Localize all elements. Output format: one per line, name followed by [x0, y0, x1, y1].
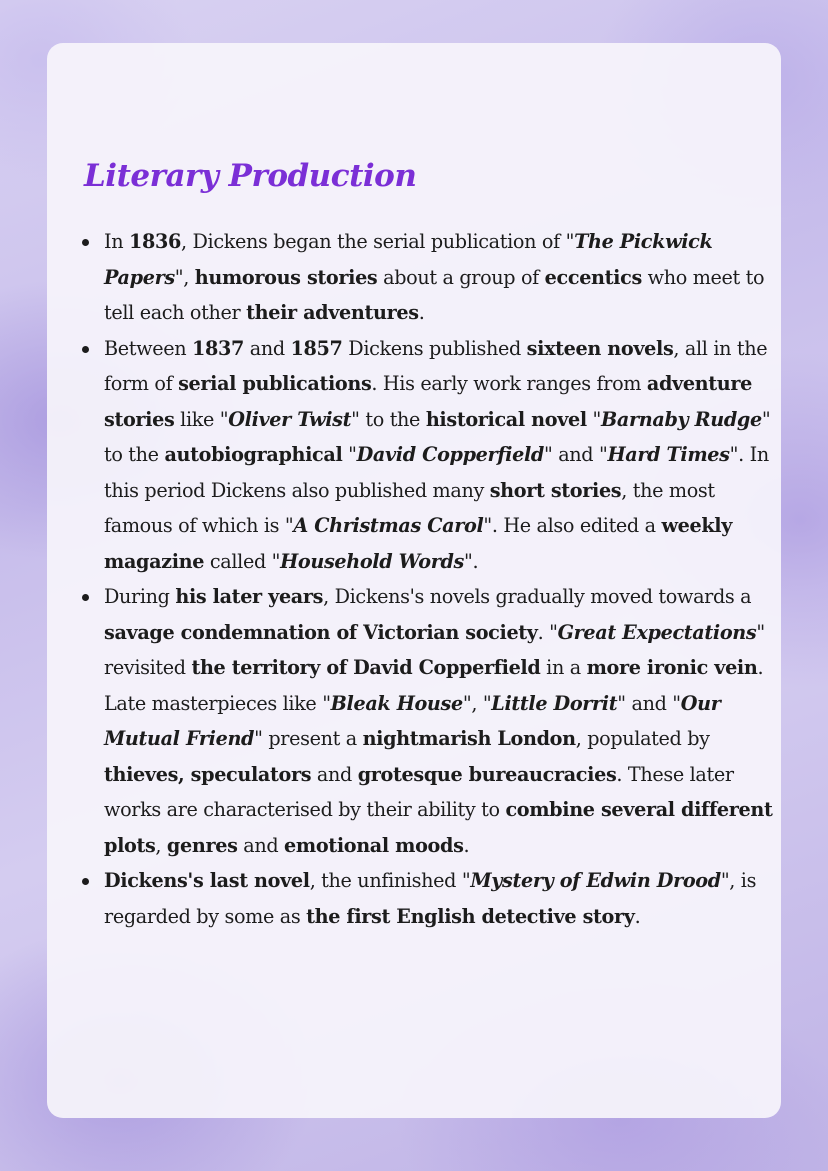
title-text: Great Expectations	[557, 620, 757, 644]
body-text: ", is regarded by some as	[104, 869, 757, 928]
body-text: " present a	[254, 727, 363, 750]
body-text: ,	[155, 833, 167, 857]
title-text: Household Words	[280, 549, 465, 573]
emphasis-text: 1857	[290, 336, 343, 360]
title-text: Little Dorrit	[491, 691, 618, 715]
body-text: " revisited	[104, 620, 765, 679]
title-text: Our Mutual Friend	[104, 691, 721, 750]
body-text: . His early work ranges from	[371, 372, 647, 395]
body-text: " and "	[543, 443, 608, 466]
body-text: , the unfinished "	[309, 869, 471, 892]
body-text: , all in the form of	[104, 336, 768, 395]
body-text: " and "	[617, 691, 681, 715]
emphasis-text: the first English detective story	[306, 904, 635, 928]
body-text: called "	[204, 549, 281, 573]
body-text: Dickens published	[342, 336, 527, 360]
body-text: During	[104, 585, 176, 608]
body-text: in a	[540, 656, 587, 679]
title-text: Mystery of Edwin Drood	[470, 869, 721, 892]
body-text: like "	[174, 407, 229, 431]
body-text: " to the	[104, 407, 771, 466]
body-text: " to the	[351, 407, 426, 431]
body-text: ", "	[462, 691, 492, 715]
emphasis-text: 1837	[191, 336, 244, 360]
emphasis-text: savage condemnation of Victorian society	[104, 620, 538, 644]
emphasis-text: autobiographical	[164, 443, 343, 466]
body-text: ".	[464, 549, 479, 573]
title-text: Hard Times	[607, 443, 730, 466]
emphasis-text: emotional moods	[284, 833, 464, 857]
title-text: Bleak House	[330, 691, 463, 715]
title-text: Barnaby Rudge	[601, 407, 762, 431]
emphasis-text: nightmarish London	[362, 727, 576, 750]
emphasis-text: adventure stories	[104, 372, 753, 431]
body-text: ". He also edited a	[483, 514, 662, 537]
body-text: who meet to tell each other	[104, 265, 765, 324]
page-title: Literary Production	[84, 158, 417, 194]
emphasis-text: combine several different plots	[104, 798, 773, 857]
body-text: "	[586, 407, 602, 431]
emphasis-text: thieves, speculators	[104, 762, 312, 786]
title-text: The Pickwick Papers	[104, 230, 713, 289]
body-text: Between	[104, 336, 192, 360]
emphasis-text: his later years	[175, 585, 324, 608]
bullet-item	[76, 863, 776, 934]
body-text: . Late masterpieces like "	[104, 656, 764, 715]
emphasis-text: genres	[166, 833, 238, 857]
emphasis-text: serial publications	[178, 372, 372, 395]
title-text: David Copperfield	[356, 443, 544, 466]
bullet-item	[76, 579, 776, 863]
emphasis-text: grotesque bureaucracies	[357, 762, 617, 786]
body-text: . These later works are characterised by their ability to	[104, 762, 734, 821]
body-text: In	[104, 230, 129, 253]
body-text: and	[311, 762, 358, 786]
body-text: .	[418, 301, 425, 324]
body-text: about a group of	[377, 265, 545, 289]
body-text: ",	[174, 265, 195, 289]
bullet-list	[76, 224, 776, 934]
emphasis-text: more ironic vein	[586, 656, 758, 679]
emphasis-text: humorous stories	[194, 265, 378, 289]
emphasis-text: their adventures	[246, 301, 419, 324]
emphasis-text: Dickens's last novel	[104, 869, 310, 892]
emphasis-text: sixteen novels	[526, 336, 674, 360]
emphasis-text: eccentics	[544, 265, 642, 289]
emphasis-text: historical novel	[425, 407, 587, 431]
bullet-item	[76, 224, 776, 331]
emphasis-text: weekly magazine	[104, 514, 733, 573]
title-text: A Christmas Carol	[293, 514, 484, 537]
body-text: .	[463, 833, 470, 857]
body-text: .	[634, 904, 641, 928]
emphasis-text: short stories	[489, 478, 622, 502]
body-text: , populated by	[575, 727, 710, 750]
title-text: Oliver Twist	[228, 407, 352, 431]
body-text: . "	[537, 620, 558, 644]
emphasis-text: the territory of David Copperfield	[191, 656, 541, 679]
body-text: ". In this period Dickens also published many	[104, 443, 769, 502]
body-text: and	[243, 336, 291, 360]
body-text: , Dickens's novels gradually moved towards a	[323, 585, 752, 608]
emphasis-text: 1836	[129, 230, 182, 253]
bullet-item	[76, 331, 776, 580]
body-text: , the most famous of which is "	[104, 478, 715, 537]
body-text: "	[342, 443, 357, 466]
body-text: , Dickens began the serial publication of "	[181, 230, 575, 253]
body-text: and	[237, 833, 285, 857]
